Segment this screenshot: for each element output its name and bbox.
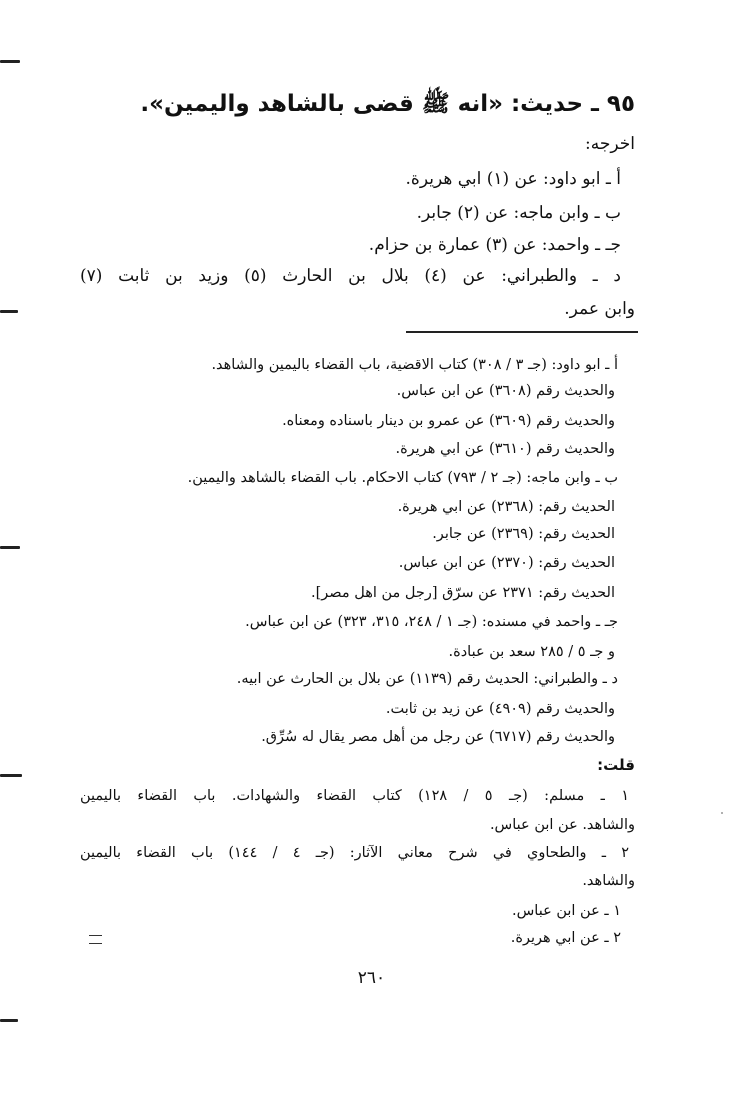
footnote-line: والحديث رقم (٦٧١٧) عن رجل من أهل مصر يقال له سُرِّق. bbox=[261, 729, 615, 745]
footnote-line: الحديث رقم: (٢٣٧٠) عن ابن عباس. bbox=[398, 555, 615, 571]
margin-mark bbox=[0, 1019, 18, 1022]
margin-mark bbox=[0, 774, 22, 777]
page-number: ٢٦٠ bbox=[357, 968, 386, 988]
qultu-heading: قلت: bbox=[597, 756, 635, 774]
footnote-line: و جـ ٥ / ٢٨٥ سعد بن عبادة. bbox=[448, 644, 615, 660]
qultu-sub-line: ١ ـ عن ابن عباس. bbox=[511, 903, 621, 919]
footnote-line: ب ـ وابن ماجه: (جـ ٢ / ٧٩٣) كتاب الاحكام. باب القضاء بالشاهد واليمين. bbox=[187, 470, 618, 486]
takhrij-source: أ ـ ابو داود: عن (١) ابي هريرة. bbox=[405, 169, 621, 189]
footnote-line: والحديث رقم (٣٦٠٩) عن عمرو بن دينار باسناده ومعناه. bbox=[282, 413, 615, 429]
margin-mark bbox=[0, 546, 20, 549]
margin-mark bbox=[0, 60, 20, 63]
scan-speck bbox=[721, 812, 723, 814]
qultu-line: ٢ ـ والطحاوي في شرح معاني الآثار: (جـ ٤ / ١٤٤) باب القضاء باليمين bbox=[80, 845, 629, 861]
footnote-line: والحديث رقم (٣٦٠٨) عن ابن عباس. bbox=[396, 383, 615, 399]
hadith-heading: ٩٥ ـ حديث: «انه ﷺ قضى بالشاهد واليمين». bbox=[140, 91, 635, 117]
qultu-line: والشاهد. bbox=[582, 873, 635, 889]
qultu-sub-line: ٢ ـ عن ابي هريرة. bbox=[510, 930, 621, 946]
qultu-line: ١ ـ مسلم: (جـ ٥ / ١٢٨) كتاب القضاء والشهادات. باب القضاء باليمين bbox=[80, 788, 629, 804]
takhrij-source-continuation: وابن عمر. bbox=[564, 299, 635, 319]
footnote-line: الحديث رقم: (٢٣٦٩) عن جابر. bbox=[432, 526, 615, 542]
footnote-line: د ـ والطبراني: الحديث رقم (١١٣٩) عن بلال بن الحارث عن ابيه. bbox=[236, 671, 618, 687]
takhrij-source: جـ ـ واحمد: عن (٣) عمارة بن حزام. bbox=[368, 235, 621, 255]
margin-mark bbox=[0, 310, 18, 313]
footnote-line: أ ـ ابو داود: (جـ ٣ / ٣٠٨) كتاب الاقضية، باب القضاء باليمين والشاهد. bbox=[211, 357, 618, 373]
takhrij-source: ب ـ وابن ماجه: عن (٢) جابر. bbox=[416, 203, 621, 223]
footnote-line: والحديث رقم (٤٩٠٩) عن زيد بن ثابت. bbox=[385, 701, 615, 717]
takhrij-source: د ـ والطبراني: عن (٤) بلال بن الحارث (٥) وزيد بن ثابت (٧) bbox=[80, 266, 621, 286]
footnote-line: والحديث رقم (٣٦١٠) عن ابي هريرة. bbox=[395, 441, 615, 457]
qultu-line: والشاهد. عن ابن عباس. bbox=[489, 817, 635, 833]
takhrij-intro: اخرجه: bbox=[585, 134, 635, 154]
footnote-line: الحديث رقم: (٢٣٦٨) عن ابي هريرة. bbox=[397, 499, 615, 515]
footnote-line: جـ ـ واحمد في مسنده: (جـ ١ / ٢٤٨، ٣١٥، ٣٢٣) عن ابن عباس. bbox=[245, 614, 618, 630]
footnote-line: الحديث رقم: ٢٣٧١ عن سرّق [رجل من اهل مصر]. bbox=[311, 585, 615, 601]
footnote-separator bbox=[406, 331, 638, 333]
continuation-mark bbox=[89, 935, 102, 944]
